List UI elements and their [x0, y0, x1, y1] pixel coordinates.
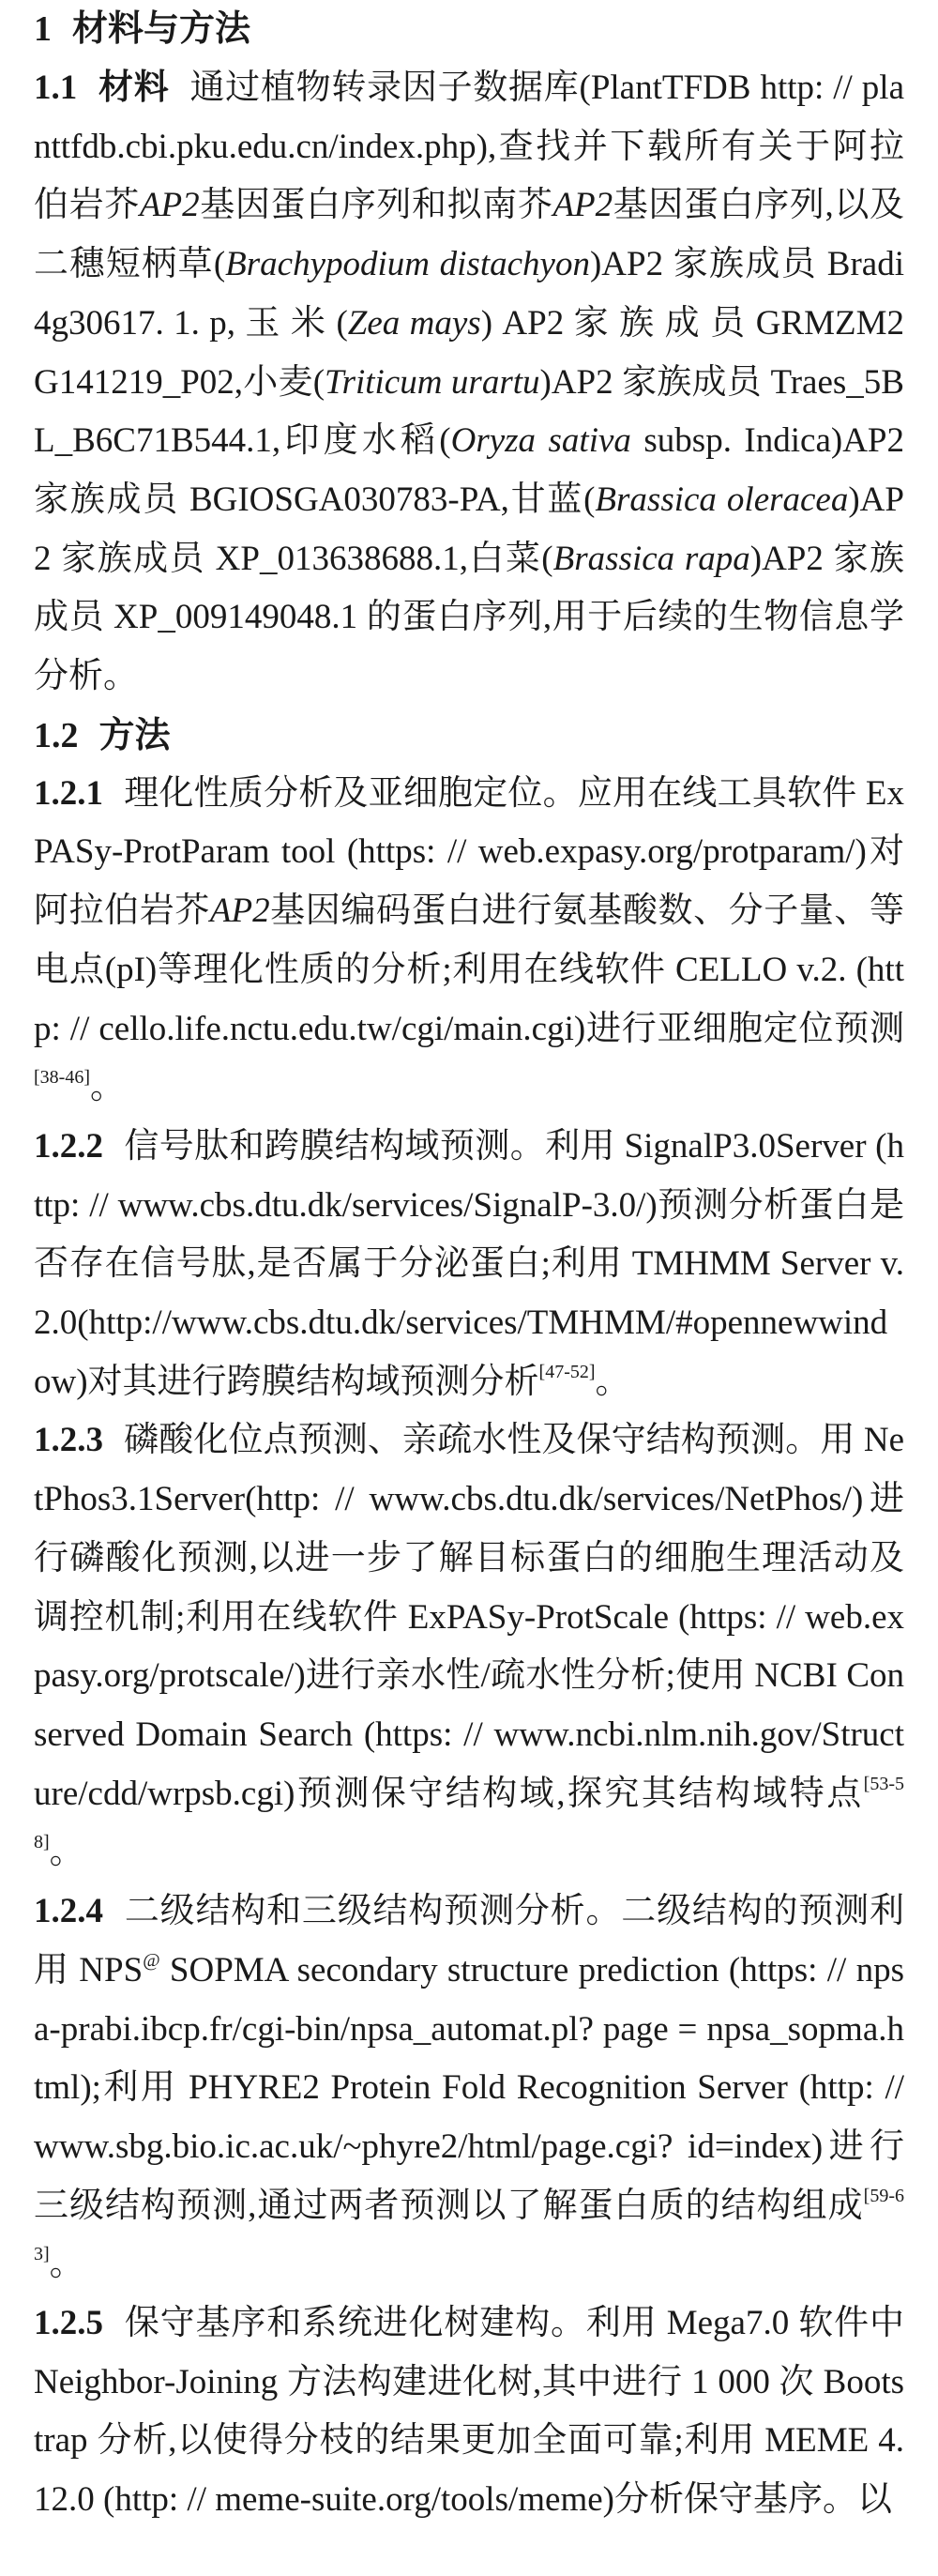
paper-page [34, 0, 904, 2576]
materials-text: ) AP2 家 族 成 员 GRMZM2G141219_P02,小麦( [34, 303, 904, 402]
section-number: 1 [34, 9, 52, 49]
gene-name-italic: AP2 [209, 892, 270, 931]
citation-superscript: [38-46] [34, 1067, 90, 1089]
method-1-2-1-number: 1.2.1 [34, 773, 103, 813]
materials-text: )AP2 家族成员 Bradi4g30617. 1. p, 玉 米 ( [34, 245, 904, 343]
method-1-2-2-paragraph [34, 1118, 904, 1412]
method-1-2-5-number: 1.2.5 [34, 2304, 103, 2343]
species-name-italic: Brassica oleracea [595, 480, 849, 519]
method-text: 理化性质分析及亚细胞定位。应用在线工具软件 ExPASy-ProtParam tool (https: // web.expasy.org/protparam/)对阿拉伯岩芥 [34, 773, 904, 931]
method-text: 。 [49, 1833, 84, 1872]
citation-superscript: [47-52] [538, 1361, 596, 1382]
method-1-2-2-number: 1.2.2 [34, 1126, 103, 1166]
materials-text: )AP2 家族成员 XP_013638688.1,白菜( [34, 480, 904, 578]
citation-superscript: [53-58] [34, 1773, 904, 1853]
section-heading [34, 0, 904, 58]
method-text: 保守基序和系统进化树建构。利用 Mega7.0 软件中 Neighbor-Joining 方法构建进化树,其中进行 1 000 次 Bootstrap 分析,以使得分枝的结果更加全面可靠;利用 MEME 4.12.0 (http: // meme-suite.org/tools/meme)分析保守基序。以 [34, 2304, 904, 2520]
species-name-italic: Triticum urartu [325, 362, 540, 402]
materials-text: )AP2 家族成员 XP_009149048.1 的蛋白序列,用于后续的生物信息学分析。 [34, 539, 904, 696]
materials-paragraph [34, 58, 904, 707]
citation-superscript: [59-63] [34, 2185, 904, 2265]
materials-label: 材料 [98, 68, 170, 106]
method-1-2-4-number: 1.2.4 [34, 1892, 103, 1931]
materials-text: subsp. Indica)AP2 家族成员 BGIOSGA030783-PA,甘蓝( [34, 421, 904, 519]
method-1-2-5-paragraph [34, 2294, 904, 2530]
materials-text: )AP2 家族成员 Traes_5BL_B6C71B544.1,印度水稻( [34, 362, 904, 461]
gene-name-italic: AP2 [552, 186, 613, 225]
method-1-2-4-paragraph [34, 1882, 904, 2294]
materials-text: 基因蛋白序列和拟南芥 [199, 186, 553, 225]
method-1-2-3-number: 1.2.3 [34, 1421, 103, 1460]
method-text: 信号肽和跨膜结构域预测。利用 SignalP3.0Server (http: // www.cbs.dtu.dk/services/SignalP-3.0/)预测分析蛋白是否存在信号肽,是否属于分泌蛋白;利用 TMHMM Server v.2.0(http://www.cbs.dtu.dk/services/TMHMM/#opennewwindow)对其进行跨膜结构域预测分析 [34, 1126, 904, 1401]
method-text: 。 [89, 1068, 125, 1107]
species-name-italic: Zea mays [347, 303, 481, 343]
species-name-italic: Brachypodium distachyon [225, 245, 590, 284]
method-text: 二级结构和三级结构预测分析。二级结构的预测利用 NPS [34, 1892, 904, 1989]
method-text: 基因编码蛋白进行氨基酸数、分子量、等电点(pI)等理化性质的分析;利用在线软件 CELLO v.2. (http: // cello.life.nctu.edu.tw/cgi/main.cgi)进行亚细胞定位预测 [34, 892, 904, 1048]
registered-superscript: @ [143, 1949, 160, 1971]
method-text: 。 [49, 2245, 84, 2284]
gene-name-italic: AP2 [139, 186, 200, 225]
method-text: 。 [595, 1362, 630, 1401]
materials-text: 通过植物转录因子数据库(PlantTFDB http: // planttfdb.cbi.pku.edu.cn/index.php),查找并下载所有关于阿拉伯岩芥 [34, 69, 904, 225]
method-text: 磷酸化位点预测、亲疏水性及保守结构预测。用 NetPhos3.1Server(http: // www.cbs.dtu.dk/services/NetPhos/)进行磷酸化预测,以进一步了解目标蛋白的细胞生理活动及调控机制;利用在线软件 ExPASy-ProtScale (https: // web.expasy.org/protscale/)进行亲水性/疏水性分析;使用 NCBI Conserved Domain Search (https: // www.ncbi.nlm.nih.gov/Structure/cdd/wrpsb.cgi)预测保守结构域,探究其结构域特点 [34, 1421, 904, 1813]
method-1-2-1-paragraph [34, 765, 904, 1118]
method-text: SOPMA secondary structure prediction (https: // npsa-prabi.ibcp.fr/cgi-bin/npsa_automat.pl? page = npsa_sopma.html);利用 PHYRE2 Protein Fold Recognition Server (http: // www.sbg.bio.ic.ac.uk/~phyre2/html/page.cgi? id=index)进行三级结构预测,通过两者预测以了解蛋白质的结构组成 [34, 1950, 904, 2225]
methods-number: 1.2 [34, 715, 79, 755]
species-name-italic: Brassica rapa [552, 539, 750, 578]
methods-title: 方法 [98, 715, 171, 755]
materials-text: 基因蛋白序列,以及二穗短柄草( [34, 186, 904, 284]
materials-number: 1.1 [34, 69, 78, 107]
method-1-2-3-paragraph [34, 1411, 904, 1882]
species-name-italic: Oryza sativa [450, 421, 631, 461]
methods-heading [34, 707, 904, 765]
section-title: 材料与方法 [72, 9, 251, 49]
